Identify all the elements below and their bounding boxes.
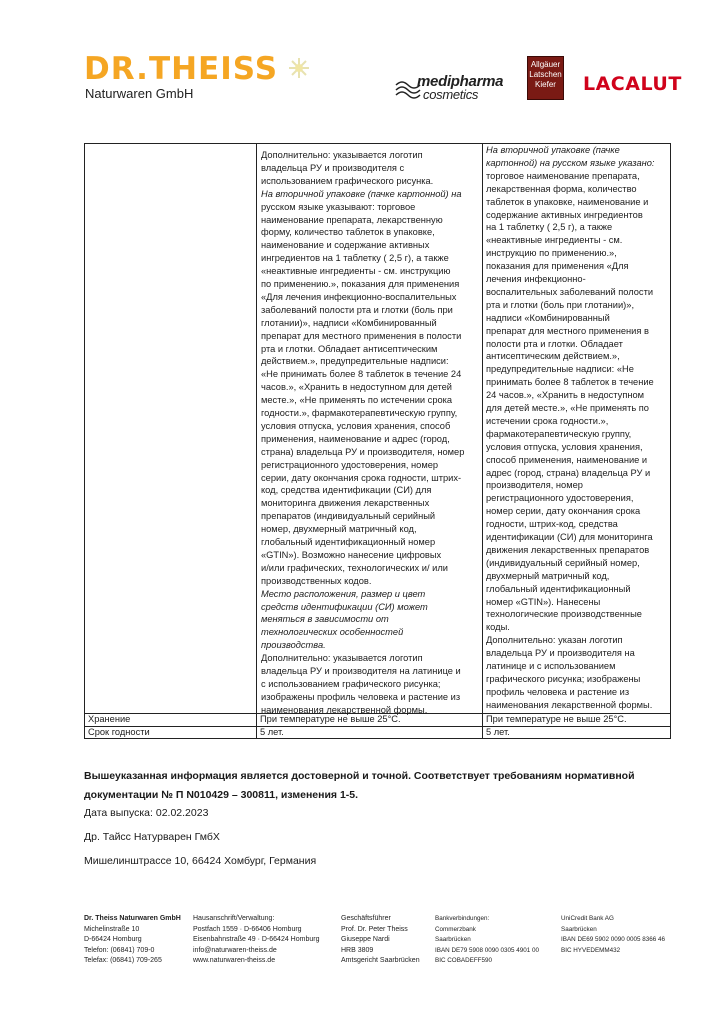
footer-line: Postfach 1559 · D-66406 Homburg — [193, 925, 302, 933]
lacalut-logo: LACALUT — [583, 73, 682, 95]
table-cell-line: препаратов (индивидуальный серийный — [261, 511, 436, 522]
company-name: Др. Тайсс Натурварен ГмбХ — [84, 831, 220, 843]
table-cell-line: Дополнительно: указывается логотип — [261, 653, 423, 664]
flower-icon — [287, 56, 311, 80]
issue-date: Дата выпуска: 02.02.2023 — [84, 807, 209, 819]
table-cell-line: регистрационного удостоверения, номер — [261, 459, 439, 470]
table-cell-line: Дополнительно: указывается логотип — [261, 150, 423, 160]
table-cell-line: по применению.», показания для применения — [261, 279, 460, 289]
footer-company — [84, 914, 181, 967]
table-cell-line: страна) владельца РУ и производителя, номер — [261, 446, 465, 457]
allgaeuer-line: Latschen — [529, 70, 562, 79]
cosmetics-text: cosmetics — [423, 87, 479, 102]
footer-line: info@naturwaren-theiss.de — [193, 946, 277, 954]
table-cell-line: код, средства идентификации (СИ) для — [261, 485, 432, 496]
table-cell-line: владельца РУ и производителя на — [486, 648, 635, 659]
footer-line: HRB 3809 — [341, 946, 374, 954]
table-cell-line: наименования лекарственной формы. — [261, 704, 428, 715]
footer-line: Dr. Theiss Naturwaren GmbH — [84, 915, 181, 922]
table-cell-line: условия отпуска, условия хранения, способ — [261, 420, 451, 431]
footer-line: BIC COBADEFF590 — [435, 957, 493, 964]
table-cell-line: владельца РУ и производителя с — [261, 162, 405, 173]
table-cell-line: действием.», предупредительные надписи: — [261, 356, 449, 367]
table-cell-line: форму, количество таблеток в упаковке, — [261, 227, 435, 238]
table-cell-line: на 1 таблетку ( 2,5 г), а также — [486, 222, 613, 233]
footer-line: BIC HYVEDEMM432 — [561, 946, 621, 954]
footer-line: Hausanschrift/Verwaltung: — [193, 915, 275, 922]
table-cell-line: лечения инфекционно- — [486, 274, 586, 284]
table-cell-line: производства. — [261, 640, 326, 651]
table-cell-line: способ применения, наименование и — [486, 454, 648, 465]
table-cell-line: ингредиентов на 1 таблетку ( 2,5 г), а также — [261, 253, 449, 264]
statement-block — [84, 767, 635, 805]
footer-line: Telefon: (06841) 709-0 — [84, 946, 155, 954]
table-cell-line: и/или графических, технологических и/ или — [261, 562, 448, 573]
table-cell-line: таблеток в упаковке, наименование и — [486, 196, 649, 207]
table-cell-line: воспалительных заболеваний полости — [486, 286, 654, 297]
allgaeuer-line: Allgäuer — [530, 60, 561, 69]
shelf-life-right: 5 лет. — [486, 727, 510, 737]
footer-bank-unicredit — [561, 914, 665, 956]
table-cell-line: Место расположения, размер и цвет — [261, 588, 426, 599]
table-cell-line: (индивидуальный серийный номер, — [486, 557, 640, 568]
table-cell-line: номер «GTIN»). Нанесены — [486, 596, 601, 607]
table-cell-line: На вторичной упаковке (пачке картонной) на — [261, 188, 462, 199]
table-cell-line: латинице и с использованием — [486, 661, 616, 671]
table-cell-line: номер серии, дату окончания срока — [486, 506, 641, 517]
brand-subtitle: Naturwaren GmbH — [85, 86, 194, 101]
table-cell-line: для детей месте.», «Не применять по — [486, 403, 649, 413]
medipharma-text: medipharma — [417, 73, 504, 90]
table-cell-line: номер, двухмерный матричный код, — [261, 524, 417, 535]
footer-line: Eisenbahnstraße 49 · D-66424 Homburg — [193, 936, 320, 943]
table-cell-line: графического рисунка; изображены — [486, 673, 641, 684]
table-cell-line: использованием графического рисунка. — [261, 175, 434, 186]
footer-line: Bankverbindungen: — [435, 915, 490, 922]
footer-line: D-66424 Homburg — [84, 936, 142, 943]
footer-line: Giuseppe Nardi — [341, 936, 390, 943]
shelf-life-left: 5 лет. — [260, 727, 284, 737]
table-cell-line: технологические производственные — [486, 609, 642, 620]
table-cell-line: годности.», фармакотерапевтическую группу, — [261, 408, 458, 418]
table-cell-line: условия отпуска, условия хранения, — [486, 441, 643, 452]
footer-line: Saarbrücken — [435, 936, 471, 943]
statement-line: Вышеуказанная информация является достоверной и точной. Соответствует требованиям нормативной — [84, 770, 635, 782]
footer-bank-commerzbank — [435, 914, 539, 967]
table-cell-line: производственных кодов. — [261, 575, 372, 586]
table-cell-line: русском языке указывают: торговое — [261, 201, 416, 212]
table-cell-line: глобальный идентификационный номер — [261, 537, 436, 547]
table-cell-line: технологических особенностей — [261, 627, 404, 638]
brand-logo-text: DR.THEISS — [84, 51, 279, 87]
table-cell-line: годности, штрих-код, средства — [486, 519, 618, 530]
table-cell-line: антисептическим действием.», — [486, 351, 620, 362]
table-cell-line: полости рта и глотки. Обладает — [486, 338, 623, 349]
footer-line: Commerzbank — [435, 925, 476, 933]
table-cell-line: глотании)», надписи «Комбинированный — [261, 317, 437, 328]
table-cell-line: Дополнительно: указан логотип — [486, 635, 623, 646]
table-cell-line: предупредительные надписи: «Не — [486, 364, 634, 375]
table-cell-line: мониторинга движения лекарственных — [261, 498, 430, 509]
table-cell-line: адрес (город, страна) владельца РУ и — [486, 467, 651, 478]
table-cell-line: принимать более 8 таблеток в течение — [486, 377, 654, 388]
table-cell-line: «Не принимать более 8 таблеток в течение 24 — [261, 369, 462, 380]
statement-line: документации № П N010429 – 300811, изменения 1-5. — [84, 789, 359, 801]
comparison-table — [84, 143, 671, 739]
table-cell-line: наименования лекарственной формы. — [486, 699, 653, 710]
table-cell-line: содержание активных ингредиентов — [486, 209, 643, 220]
footer-line: UniCredit Bank AG — [561, 915, 614, 922]
footer-line: Michelinstraße 10 — [84, 925, 140, 933]
footer-line: IBAN DE79 5908 0090 0305 4901 00 — [435, 946, 539, 954]
footer-line: Prof. Dr. Peter Theiss — [341, 925, 408, 933]
footer-line: www.naturwaren-theiss.de — [193, 957, 276, 964]
table-cell-line: двухмерный матричный код, — [486, 570, 610, 581]
shelf-life-label: Срок годности — [88, 727, 150, 737]
table-cell-line: 24 часов.», «Хранить в недоступном — [486, 390, 645, 401]
footer-line: IBAN DE69 5902 0090 0005 8366 46 — [561, 936, 665, 943]
table-cell-line: владельца РУ и производителя на латинице и — [261, 666, 461, 676]
table-cell-line: месте.», «Не применять по истечении срока — [261, 395, 453, 406]
table-cell-line: торговое наименование препарата, — [486, 170, 640, 181]
medipharma-logo — [395, 73, 505, 103]
table-cell-line: коды. — [486, 622, 510, 633]
table-cell-line: показания для применения «Для — [486, 261, 629, 272]
table-cell-line: «неактивные ингредиенты - см. инструкцию — [261, 266, 451, 277]
table-cell-line: препарат для местного применения в — [486, 325, 649, 336]
table-cell-line: профиль человека и растение из — [486, 686, 630, 697]
footer-line: Geschäftsführer — [341, 915, 391, 922]
table-cell-line: рта и глотки (боль при глотании)», — [486, 299, 635, 310]
table-cell-line: картонной) на русском языке указано: — [486, 157, 655, 168]
table-cell-line: надписи «Комбинированный — [486, 312, 610, 323]
table-cell-line: глобальный идентификационный — [486, 583, 631, 594]
table-cell-line: изображены профиль человека и растение из — [261, 691, 461, 702]
table-cell-line: «GTIN»). Возможно нанесение цифровых — [261, 549, 442, 560]
table-cell-line: наименование и содержание активных — [261, 240, 430, 251]
storage-left: При температуре не выше 25°C. — [260, 714, 401, 724]
table-cell-line: применения, наименование и адрес (город, — [261, 433, 450, 444]
table-cell-line: наименование препарата, лекарственную — [261, 214, 443, 225]
footer-management — [341, 914, 420, 967]
allgaeuer-logo — [527, 56, 564, 100]
table-cell-line: идентификации (СИ) для мониторинга — [486, 532, 653, 542]
table-cell-line: фармакотерапевтическую группу, — [486, 428, 632, 439]
footer-line: Saarbrücken — [561, 925, 597, 933]
table-cell-line: инструкцию по применению.», — [486, 248, 617, 259]
table-cell-line: «Для лечения инфекционно-воспалительных — [261, 291, 457, 302]
storage-right: При температуре не выше 25°C. — [486, 714, 627, 724]
footer-line: Amtsgericht Saarbrücken — [341, 957, 420, 964]
table-cell-line: производителя, номер — [486, 480, 583, 491]
table-cell-line: средств идентификации (СИ) может — [261, 601, 428, 612]
footer-line: Telefax: (06841) 709-265 — [84, 957, 162, 964]
table-cell-line: меняться в зависимости от — [261, 614, 389, 625]
footer-address — [193, 914, 319, 967]
table-cell-line: рта и глотки. Обладает антисептическим — [261, 343, 438, 354]
table-cell-line: «неактивные ингредиенты - см. — [486, 235, 623, 246]
table-cell-line: На вторичной упаковке (пачке — [486, 145, 620, 155]
table-cell-line: препарат для местного применения в полости — [261, 330, 462, 341]
table-cell-line: движения лекарственных препаратов — [486, 544, 650, 555]
storage-label: Хранение — [88, 714, 131, 724]
table-cell-line: часов.», «Хранить в недоступном для детей — [261, 382, 452, 393]
table-cell-line: регистрационного удостоверения, — [486, 493, 634, 504]
table-cell-line: лекарственная форма, количество — [486, 183, 637, 194]
table-cell-line: с использованием графического рисунка; — [261, 678, 441, 689]
table-cell-line: заболеваний полости рта и глотки (боль при — [261, 304, 453, 315]
table-cell-line: истечении срока годности.», — [486, 415, 609, 426]
allgaeuer-line: Kiefer — [535, 80, 556, 89]
table-cell-line: серии, дату окончания срока годности, штрих- — [261, 472, 462, 483]
company-address: Мишелинштрассе 10, 66424 Хомбург, Германия — [84, 855, 317, 867]
